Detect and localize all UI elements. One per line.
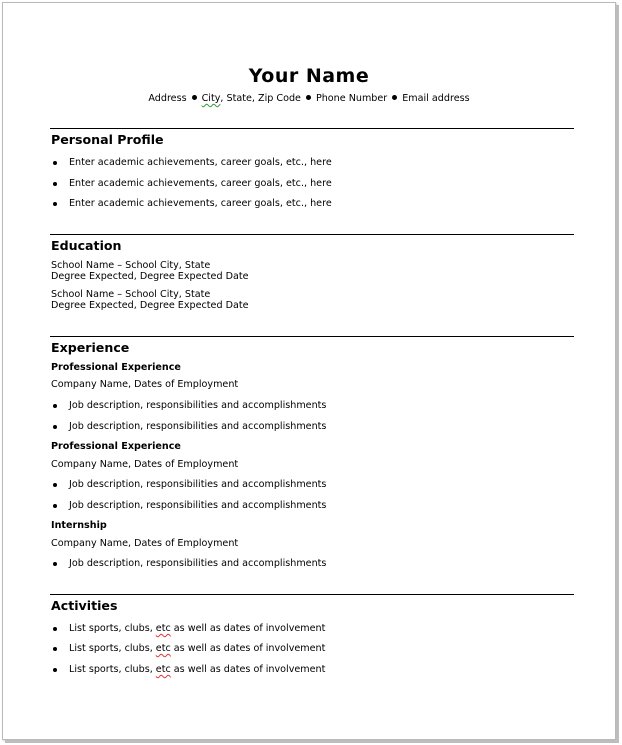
profile-bullet-text: Enter academic achievements, career goals, etc., here [69,178,332,189]
education-degree[interactable]: Degree Expected, Degree Expected Date [51,271,249,282]
bullet-icon [53,483,57,487]
activity-text-etc: etc [155,643,171,654]
activity-text-prefix: List sports, clubs, [69,643,156,654]
job-bullet-text: Job description, responsibilities and accomplishments [69,400,327,411]
resume-page [2,2,616,740]
activity-text-prefix: List sports, clubs, [69,623,156,634]
section-divider [50,234,574,235]
resume-name[interactable]: Your Name [248,65,370,87]
job-company[interactable]: Company Name, Dates of Employment [51,459,239,470]
job-company[interactable]: Company Name, Dates of Employment [51,379,239,390]
contact-email[interactable]: Email address [402,93,470,104]
profile-bullet-text: Enter academic achievements, career goals, etc., here [69,198,332,209]
activity-text-prefix: List sports, clubs, [69,664,156,675]
section-title-experience[interactable]: Experience [51,340,130,355]
section-title-activities[interactable]: Activities [51,598,118,613]
separator-dot-icon [392,95,397,100]
activity-text-suffix: as well as dates of involvement [170,664,326,675]
section-title-profile[interactable]: Personal Profile [51,132,164,147]
job-company[interactable]: Company Name, Dates of Employment [51,538,239,549]
job-bullet-text: Job description, responsibilities and accomplishments [69,479,327,490]
section-divider [50,336,574,337]
contact-state-zip[interactable]: , State, Zip Code [220,93,301,104]
job-heading[interactable]: Internship [51,520,107,531]
bullet-icon [53,161,57,165]
job-heading[interactable]: Professional Experience [51,362,181,373]
job-bullet-text: Job description, responsibilities and accomplishments [69,500,327,511]
activity-text-suffix: as well as dates of involvement [170,643,326,654]
job-bullet-text: Job description, responsibilities and accomplishments [69,558,327,569]
contact-city[interactable]: City [201,93,221,104]
bullet-icon [53,404,57,408]
activity-text-suffix: as well as dates of involvement [170,623,326,634]
contact-phone[interactable]: Phone Number [315,93,388,104]
activity-bullet-text [69,643,325,655]
education-degree[interactable]: Degree Expected, Degree Expected Date [51,300,249,311]
job-bullet-text: Job description, responsibilities and accomplishments [69,421,327,432]
bullet-icon [53,668,57,672]
bullet-icon [53,647,57,651]
job-heading[interactable]: Professional Experience [51,441,181,452]
separator-dot-icon [192,95,197,100]
activity-text-etc: etc [155,664,171,675]
separator-dot-icon [306,95,311,100]
activity-text-etc: etc [155,623,171,634]
bullet-icon [53,182,57,186]
bullet-icon [53,504,57,508]
activity-bullet-text [69,623,325,635]
profile-bullet-text: Enter academic achievements, career goals, etc., here [69,157,332,168]
bullet-icon [53,202,57,206]
section-divider [50,128,574,129]
contact-line [3,93,615,105]
education-school[interactable]: School Name – School City, State [51,289,211,300]
section-title-education[interactable]: Education [51,238,122,253]
activity-bullet-text [69,664,325,676]
education-school[interactable]: School Name – School City, State [51,260,211,271]
bullet-icon [53,425,57,429]
section-divider [50,594,574,595]
bullet-icon [53,627,57,631]
bullet-icon [53,562,57,566]
contact-address[interactable]: Address [148,93,187,104]
